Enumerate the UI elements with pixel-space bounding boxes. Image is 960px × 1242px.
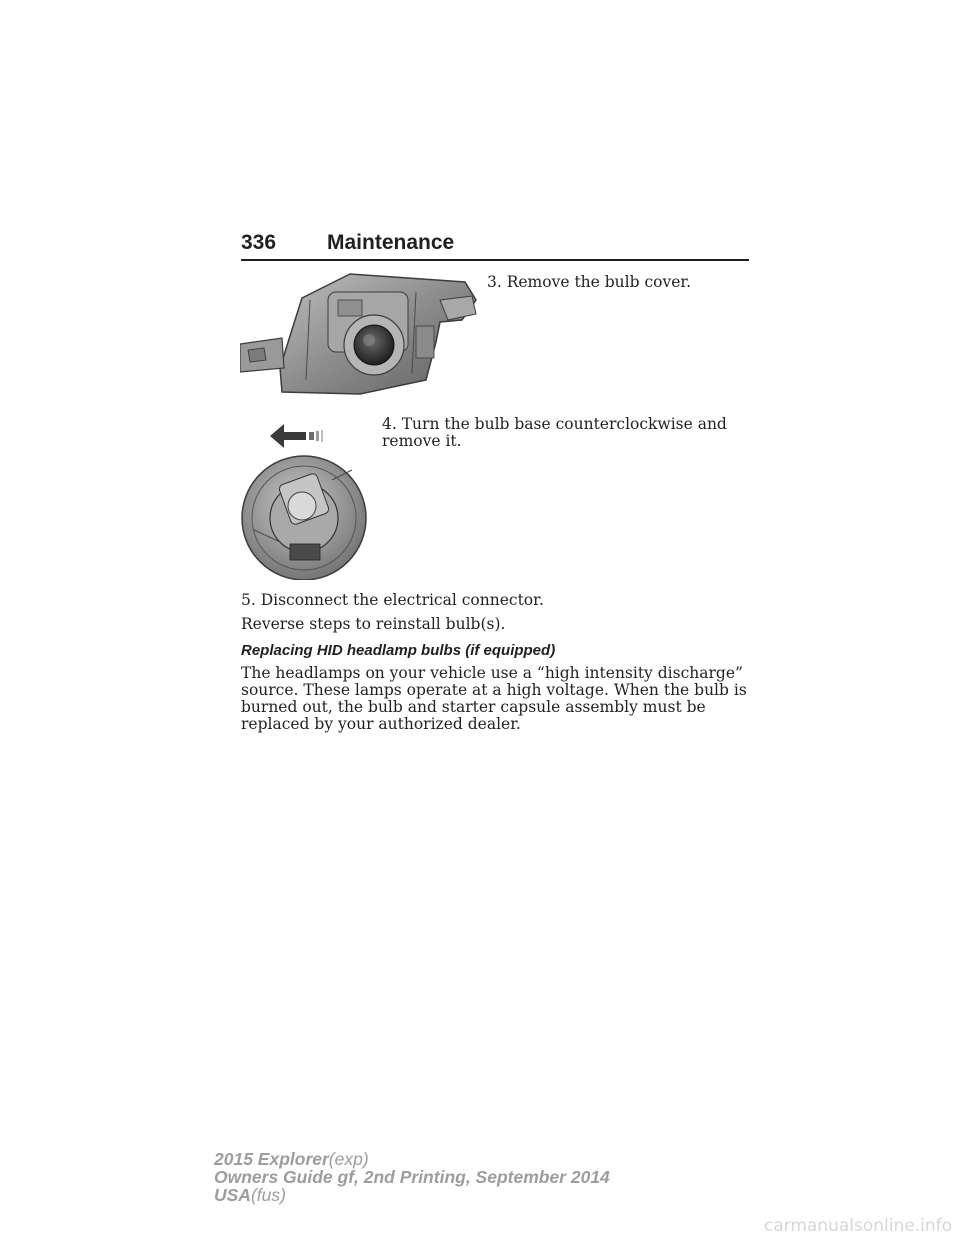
footer-line-2: Owners Guide gf, 2nd Printing, September 2014 (214, 1167, 610, 1187)
hid-section-body: The headlamps on your vehicle use a “high intensity discharge” source. These lamps operate at a high voltage. When the bulb is burned out, the bulb and starter capsule assembly must be replaced by your authorized dealer. (241, 664, 747, 733)
footer-line-1: 2015 Explorer(exp) (214, 1149, 369, 1169)
step-3-text: 3. Remove the bulb cover. (487, 273, 692, 291)
step-5-text: 5. Disconnect the electrical connector. (241, 591, 544, 609)
hid-section-heading: Replacing HID headlamp bulbs (if equipped) (241, 642, 556, 659)
footer-line-3: USA(fus) (214, 1185, 286, 1205)
header-rule (241, 259, 749, 261)
headlamp-assembly-illustration (240, 270, 480, 396)
section-title: Maintenance (327, 231, 455, 254)
counterclockwise-arrow-icon (270, 424, 306, 448)
reverse-steps-text: Reverse steps to reinstall bulb(s). (241, 615, 506, 633)
watermark: carmanualsonline.info (763, 1216, 952, 1236)
step-4-text: 4. Turn the bulb base counterclockwise and remove it. (382, 415, 727, 450)
page-number: 336 (241, 231, 277, 254)
bulb-base-rotation-illustration (240, 410, 376, 580)
